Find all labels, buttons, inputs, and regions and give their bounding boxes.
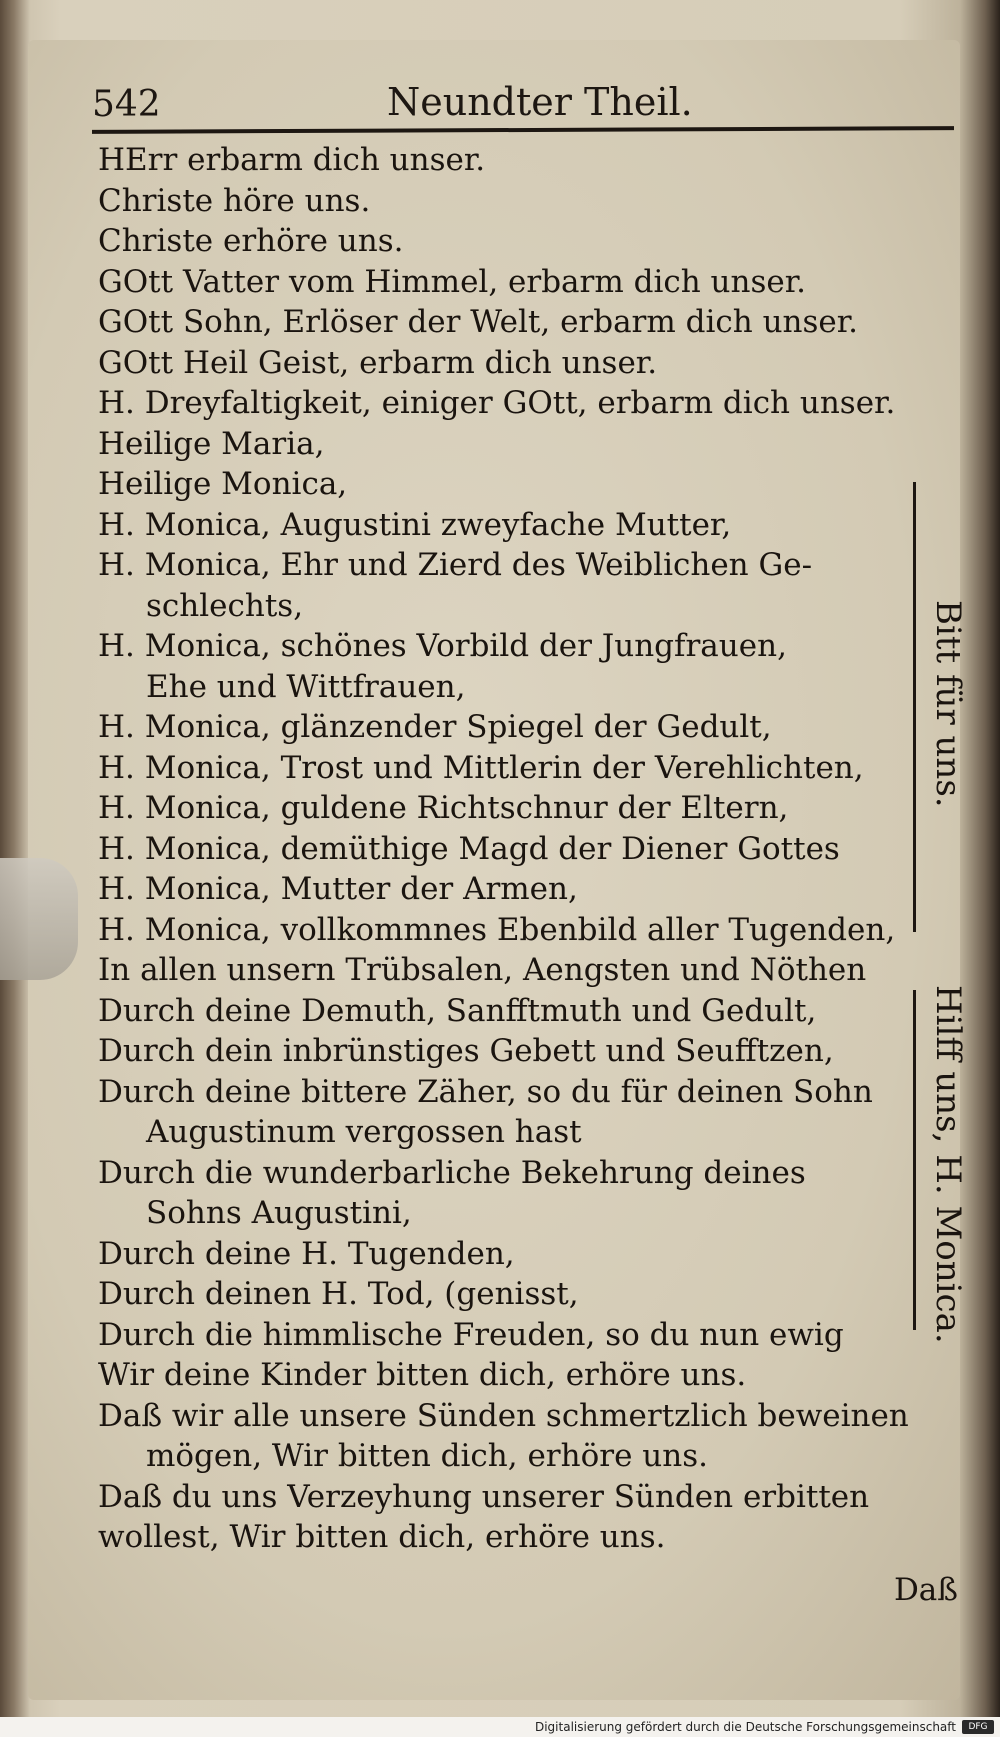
page-clip (0, 858, 78, 980)
invocation-line: H. Monica, Augustini zweyfache Mutter, (98, 506, 732, 543)
closing-line: wollest, Wir bitten dich, erhöre uns. (98, 1519, 666, 1555)
invocation-line: H. Monica, glänzender Spiegel der Gedult, (98, 709, 772, 745)
group-hilff-uns (98, 950, 968, 1355)
intro-line: GOtt Heil Geist, erbarm dich unser. (98, 344, 658, 381)
closing-petitions (98, 1355, 968, 1558)
petition-line: Augustinum vergossen hast (146, 1114, 582, 1150)
invocation-line: H. Monica, vollkommnes Ebenbild aller Tugenden, (98, 911, 896, 948)
group-bitt-fuer-uns (98, 424, 968, 951)
invocation-line: H. Monica, Ehr und Zierd des Weiblichen Ge- (98, 547, 813, 583)
invocation-line: H. Monica, Mutter der Armen, (98, 871, 578, 907)
invocation-line: H. Monica, schönes Vorbild der Jungfrauen, (98, 628, 787, 664)
response-hilff-uns: Hilff uns, H. Monica. (928, 985, 968, 1344)
response-bitt-fuer-uns: Bitt für uns. (928, 600, 968, 808)
intro-line: HErr erbarm dich unser. (98, 142, 486, 178)
dfg-logo-icon: DFG (962, 1720, 994, 1734)
petition-line: In allen unsern Trübsalen, Aengsten und Nöthen (98, 952, 867, 988)
closing-line: mögen, Wir bitten dich, erhöre uns. (146, 1438, 708, 1474)
footer-credit: Digitalisierung gefördert durch die Deutsche Forschungsgemeinschaft (534, 1720, 956, 1734)
petition-line: Durch dein inbrünstiges Gebett und Seufftzen, (98, 1033, 834, 1069)
invocation-line: H. Monica, guldene Richtschnur der Eltern, (98, 790, 789, 826)
petition-line: Durch deine H. Tugenden, (98, 1235, 515, 1272)
page-number: 542 (92, 84, 161, 125)
intro-line: GOtt Vatter vom Himmel, erbarm dich unser. (98, 263, 806, 300)
closing-line: Daß du uns Verzeyhung unserer Sünden erbitten (98, 1478, 870, 1515)
invocation-line: H. Monica, demüthige Magd der Diener Gottes (98, 830, 840, 867)
intro-line: Christe höre uns. (98, 182, 371, 219)
petition-line: Durch die himmlische Freuden, so du nun ewig (98, 1316, 844, 1353)
closing-line: Wir deine Kinder bitten dich, erhöre uns. (98, 1357, 747, 1393)
invocation-line: schlechts, (146, 587, 304, 624)
petition-line: Durch deinen H. Tod, (genisst, (98, 1276, 579, 1312)
petition-line: Durch deine Demuth, Sanfftmuth und Gedult, (98, 992, 817, 1029)
catchword: Daß (893, 1571, 958, 1608)
petition-line: Sohns Augustini, (146, 1195, 412, 1231)
closing-line: Daß wir alle unsere Sünden schmertzlich beweinen (98, 1397, 909, 1434)
invocation-line: H. Monica, Trost und Mittlerin der Verehlichten, (98, 749, 864, 786)
running-head: Neundter Theil. (387, 80, 693, 124)
invocation-line: Heilige Maria, (98, 425, 325, 462)
invocation-line: Ehe und Wittfrauen, (146, 668, 466, 705)
digitization-footer (0, 1717, 1000, 1737)
bracket-bitt (905, 482, 916, 932)
litany-text (98, 140, 968, 1610)
page-header (92, 80, 952, 124)
intro-invocations (98, 140, 968, 424)
intro-line: H. Dreyfaltigkeit, einiger GOtt, erbarm dich unser. (98, 385, 896, 421)
intro-line: GOtt Sohn, Erlöser der Welt, erbarm dich unser. (98, 304, 859, 340)
petition-line: Durch deine bittere Zäher, so du für deinen Sohn (98, 1073, 873, 1110)
intro-line: Christe erhöre uns. (98, 223, 404, 259)
bracket-hilff (905, 990, 916, 1330)
invocation-line: Heilige Monica, (98, 466, 348, 502)
petition-line: Durch die wunderbarliche Bekehrung deines (98, 1154, 806, 1191)
